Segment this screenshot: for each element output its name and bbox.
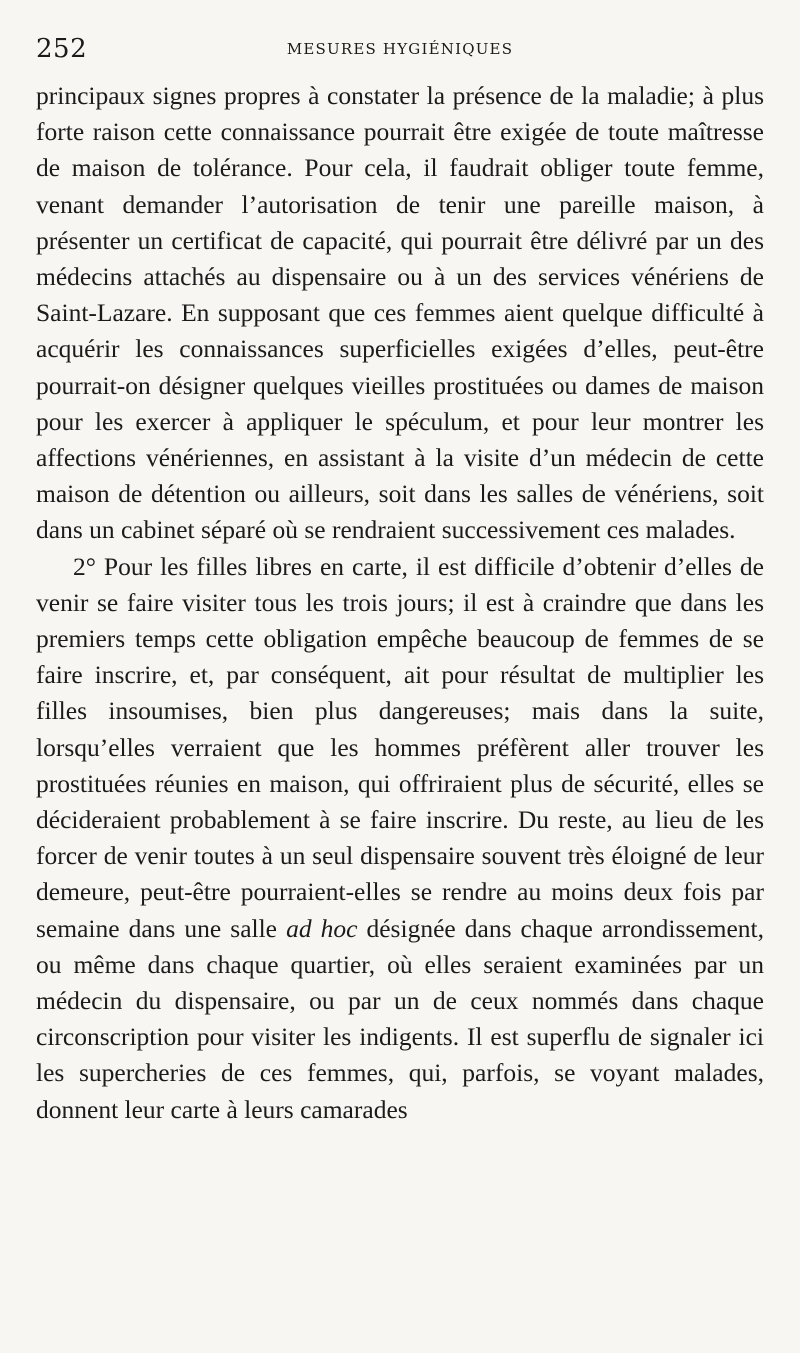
paragraph-2: [36, 549, 764, 1128]
running-head: [36, 34, 764, 70]
body-text: [36, 78, 764, 1128]
italic-phrase-ad-hoc: ad hoc: [286, 913, 358, 943]
paragraph-1: principaux signes propres à constater la présence de la maladie; à plus forte raison cette connaissance pourrait être exigée de toute maîtresse de maison de tolérance. Pour cela, il faudrait obliger toute femme, venant demander l’autorisation de tenir une pareille maison, à présenter un certificat de capacité, qui pourrait être délivré par un des médecins attachés au dispensaire ou à un des services vénériens de Saint-Lazare. En supposant que ces femmes aient quelque difficulté à acquérir les connaissances superficielles exigées d’elles, peut-être pourrait-on désigner quelques vieilles prostituées ou dames de maison pour les exercer à appliquer le spéculum, et pour leur montrer les affections vénériennes, en assistant à la visite d’un médecin de cette maison de détention ou ailleurs, soit dans les salles de vénériens, soit dans un cabinet séparé où se rendraient successivement ces malades.: [36, 81, 764, 545]
page-number: 252: [36, 34, 88, 64]
paragraph-2-text-end: désignée dans chaque arrondissement, ou même dans chaque quartier, où elles seraient examinées par un médecin du dispensaire, ou par un de ceux nommés dans chaque circonscription pour visiter les indigents. Il est superflu de signaler ici les supercheries de ces femmes, qui, parfois, se voyant malades, donnent leur carte à leurs camarades: [36, 913, 764, 1124]
paragraph-2-text-start: 2° Pour les filles libres en carte, il est difficile d’obtenir d’elles de venir se faire visiter tous les trois jours; il est à craindre que dans les premiers temps cette obligation empêche beaucoup de femmes de se faire inscrire, et, par conséquent, ait pour résultat de multiplier les filles insoumises, bien plus dangereuses; mais dans la suite, lorsqu’elles verraient que les hommes préfèrent aller trouver les prostituées réunies en maison, qui offriraient plus de sécurité, elles se décideraient probablement à se faire inscrire. Du reste, au lieu de les forcer de venir toutes à un seul dispensaire souvent très éloigné de leur demeure, peut-être pourraient-elles se rendre au moins deux fois par semaine dans une salle: [36, 551, 764, 943]
running-title: MESURES HYGIÉNIQUES: [286, 40, 514, 58]
